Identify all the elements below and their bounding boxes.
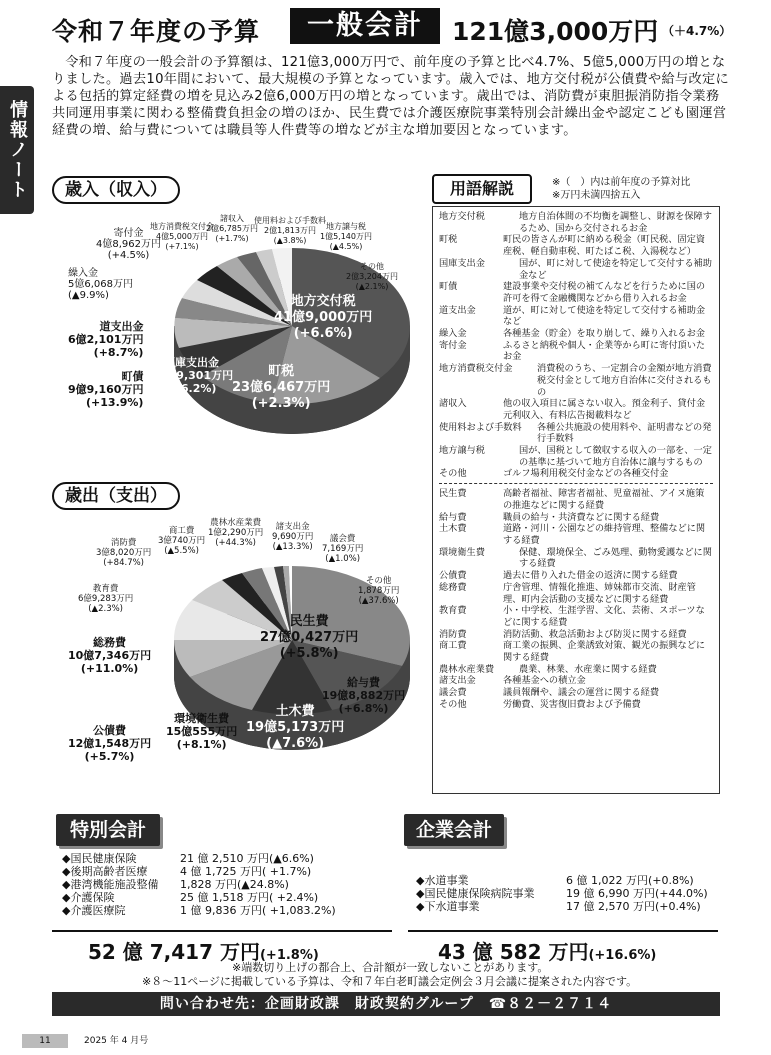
account-name: ◆介護医療院 [62, 904, 126, 917]
glossary-term-desc: 労働費、災害復旧費および予備費 [503, 698, 641, 710]
label-chouzei: 町税 23億6,467万円 (+2.3%) [232, 364, 331, 411]
glossary-term-desc: 過去に借り入れた借金の返済に関する経費 [503, 570, 678, 582]
glossary-term-desc: 議員報酬や、議会の運営に関する経費 [503, 687, 660, 699]
account-row [416, 887, 766, 900]
page-number: 11 [22, 1034, 68, 1048]
glossary-term-name: 消防費 [439, 628, 467, 640]
total-amount: 121億3,000万円 [452, 17, 659, 46]
glossary-term-desc: 国が、国税として徴収する収入の一部を、一定の基準に基づいて地方自治体に譲与するもの [519, 445, 712, 468]
glossary-term [439, 570, 713, 582]
label-kifukin: 寄付金 4億8,962万円 (+4.5%) [96, 228, 161, 261]
glossary-term [439, 605, 713, 628]
intro-paragraph: 令和７年度の一般会計の予算額は、121億3,000万円で、前年度の予算と比べ4.7%、5億5,000万円の増となりました。過去10年間において、最大規模の予算となっています。歳入では、地方交付税が公債費や給与改定による包括的算定経費の増を見込み2億6,000万円の増となっています。歳出では、消防費が東胆振消防指令業務共同運用事業に関わる整備費負担金の増のほか、民生費では介護医療院事業特別会計繰出金や認定こども園運営経費の増、給与費については職員等人件費等の増などが主な増加要因となっています。 [52, 55, 729, 138]
label-kurireki: 繰入金 5億6,068万円 (▲9.9%) [68, 268, 133, 301]
glossary-term [439, 305, 713, 328]
glossary-term-desc: 消防活動、救急活動および防災に関する経費 [503, 628, 687, 640]
label-soumuhi: 総務費 10億7,346万円 (+11.0%) [68, 636, 152, 675]
account-name: ◆後期高齢者医療 [62, 865, 148, 878]
glossary-term-name: 議会費 [439, 687, 467, 699]
label-kousaihi: 公債費 12億1,548万円 (+5.7%) [68, 724, 152, 763]
account-amount: 17 億 2,570 万円(+0.4%) [566, 900, 701, 913]
label-shoukouhi: 商工費 3億740万円 (▲5.5%) [158, 526, 206, 556]
label-sonota-revenue: その他 2億3,204万円 (▲2.1%) [346, 262, 398, 291]
glossary-term [439, 211, 713, 234]
glossary-term [439, 699, 713, 711]
glossary-term [439, 547, 713, 570]
account-name: ◆介護保険 [62, 891, 115, 904]
glossary-term [439, 512, 713, 524]
glossary-term-desc: 小・中学校、生涯学習、文化、芸術、スポーツなどに関する経費 [503, 605, 705, 628]
glossary-term-name: 公債費 [439, 570, 467, 582]
glossary-term-name: 寄付金 [439, 339, 467, 351]
glossary-term-name: その他 [439, 698, 467, 710]
glossary-term [439, 468, 713, 480]
label-shouboushi: 消防費 3億8,020万円 (+84.7%) [96, 538, 152, 568]
page-title: 令和７年度の予算 [52, 17, 261, 46]
glossary-term-name: 農林水産業費 [439, 663, 495, 675]
enterprise-account-heading: 企業会計 [404, 814, 504, 846]
glossary-term [439, 281, 713, 304]
glossary-term-desc: 保健、環境保全、ごみ処理、動物愛護などに関する経費 [519, 546, 712, 570]
glossary-box [432, 206, 720, 794]
glossary-term [439, 445, 713, 468]
label-shoshishutsu: 諸支出金 9,690万円 (▲13.3%) [272, 522, 314, 552]
glossary-term-name: 諸収入 [439, 398, 467, 410]
account-row [416, 874, 766, 887]
enterprise-account-list [416, 874, 766, 913]
glossary-term-name: 地方交付税 [439, 211, 485, 222]
label-machisai: 町債 9億9,160万円 (+13.9%) [68, 370, 144, 409]
label-gikaihi: 議会費 7,169万円 (▲1.0%) [322, 534, 364, 564]
glossary-term-name: 使用料および手数料 [439, 421, 522, 433]
glossary-term-name: 町税 [439, 234, 458, 246]
glossary-term-name: 町債 [439, 281, 458, 293]
glossary-term-desc: 各種公共施設の使用料や、証明書などの発行手数料 [537, 421, 712, 445]
glossary-term [439, 629, 713, 641]
glossary-term-name: その他 [439, 468, 467, 480]
glossary-term-name: 環境衛生費 [439, 546, 485, 558]
account-amount: 6 億 1,022 万円(+0.8%) [566, 874, 694, 887]
glossary-term-desc: 他の収入項目に属さない収入。預金利子、貸付金元利収入、有料広告掲載料など [503, 398, 706, 421]
account-amount: 1,828 万円(▲24.8%) [180, 878, 289, 891]
contact-bar: 問い合わせ先：企画財政課 財政契約グループ ☎８２－２７１４ [52, 992, 720, 1016]
glossary-term-name: 土木費 [439, 523, 467, 535]
glossary-term [439, 422, 713, 445]
glossary-notes: ※（ ）内は前年度の予算対比 ※万円未満四捨五入 [552, 177, 691, 201]
glossary-term-desc: 各種基金（貯金）を取り崩して、繰り入れるお金 [503, 328, 705, 340]
total-change: （＋4.7%） [662, 24, 732, 38]
glossary-term-name: 教育費 [439, 605, 467, 617]
label-shoshuunyuu: 諸収入 2億6,785万円 (+1.7%) [206, 214, 258, 243]
issue-date: 2025 年 4 月号 [84, 1036, 149, 1046]
glossary-term-name: 国庫支出金 [439, 257, 485, 269]
special-account-list [62, 852, 380, 917]
label-kokko: 国庫支出金 15億9,301万円 (+6.2%) [150, 356, 234, 395]
account-name: ◆水道事業 [416, 874, 469, 887]
glossary-term [439, 234, 713, 257]
account-name: ◆国民健康保険病院事業 [416, 887, 535, 900]
account-type-badge: 一般会計 [290, 8, 440, 44]
glossary-term-desc: 職員の給与・共済費などに関する経費 [503, 511, 660, 523]
special-account-total: 52 億 7,417 万円(+1.8%) [88, 940, 319, 964]
glossary-term-desc: 道が、町に対して使途を特定して交付する補助金など [503, 304, 706, 328]
label-minseihi: 民生費 27億0,427万円 (+5.8%) [260, 614, 359, 661]
label-jouyozei: 地方譲与税 1億5,140万円 (▲4.5%) [320, 222, 372, 251]
account-amount: 25 億 1,518 万円( +2.4%) [180, 891, 319, 904]
label-chihou-koufuzei: 地方交付税 41億9,000万円 (+6.6%) [274, 294, 373, 341]
label-shiyouryou: 使用料および手数料 2億1,813万円 (▲3.8%) [254, 216, 326, 245]
glossary-term-name: 地方消費税交付金 [439, 363, 513, 375]
label-shouhizei: 地方消費税交付金 4億5,000万円 (+7.1%) [150, 222, 214, 251]
enterprise-account-total: 43 億 582 万円(+16.6%) [438, 940, 657, 964]
label-nourinhi: 農林水産業費 1億2,290万円 (+44.3%) [208, 518, 264, 548]
note-rounding: ※端数切り上げの都合上、合計額が一致しないことがあります。 [232, 961, 549, 974]
glossary-term-desc: 商工業の振興、企業誘致対策、観光の振興などに関する経費 [503, 640, 706, 664]
account-amount: 19 億 6,990 万円(+44.0%) [566, 887, 708, 900]
account-amount: 21 億 2,510 万円(▲6.6%) [180, 852, 314, 865]
note-source: ※８～11ページに掲載している予算は、令和７年白老町議会定例会３月会議に提案された内容です。 [142, 975, 638, 988]
glossary-term-name: 道支出金 [439, 304, 476, 316]
account-row [62, 904, 380, 917]
glossary-term [439, 640, 713, 663]
glossary-term [439, 363, 713, 398]
glossary-term-desc: ゴルフ場利用税交付金などの各種交付金 [503, 468, 669, 480]
glossary-term-desc: 消費税のうち、一定割合の金額が地方消費税交付金として地方自治体に交付されるもの [537, 363, 712, 398]
glossary-term-name: 商工費 [439, 640, 467, 652]
glossary-term-desc: ふるさと納税や個人・企業等から町に寄付頂いたお金 [503, 339, 706, 363]
account-name: ◆国民健康保険 [62, 852, 137, 865]
side-tab: 情報ノート [0, 86, 34, 214]
account-amount: 4 億 1,725 万円( +1.7%) [180, 865, 312, 878]
account-row [62, 891, 380, 904]
account-row [62, 865, 380, 878]
label-kyuuyohi: 給与費 19億8,882万円 (+6.8%) [322, 676, 406, 715]
glossary-term-desc: 建設事業や交付税の補てんなどを行うために国の許可を得て金融機関などから借り入れるお金 [503, 281, 706, 304]
glossary-term [439, 328, 713, 340]
account-name: ◆下水道事業 [416, 900, 480, 913]
glossary-term-desc: 国が、町に対して使途を特定して交付する補助金など [519, 257, 712, 281]
glossary-term-name: 給与費 [439, 511, 467, 523]
account-amount: 1 億 9,836 万円( +1,083.2%) [180, 904, 336, 917]
glossary-term [439, 664, 713, 676]
glossary-term-desc: 町民の皆さんが町に納める税金（町民税、固定資産税、軽自動車税、町たばこ税、入湯税など） [503, 234, 706, 258]
account-row [416, 900, 766, 913]
glossary-term-name: 繰入金 [439, 328, 467, 340]
glossary-term [439, 687, 713, 699]
glossary-term [439, 340, 713, 363]
glossary-term-desc: 高齢者福祉、障害者福祉、児童福祉、アイヌ施策の推進などに関する経費 [503, 488, 705, 511]
glossary-term-name: 総務費 [439, 581, 467, 593]
account-row [62, 878, 380, 891]
glossary-term-name: 民生費 [439, 488, 467, 500]
expenditure-heading: 歳出（支出） [52, 482, 180, 510]
label-doushishutsu: 道支出金 6億2,101万円 (+8.7%) [68, 320, 144, 359]
label-dobokuhi: 土木費 19億5,173万円 (▲7.6%) [246, 704, 345, 751]
glossary-term [439, 488, 713, 511]
glossary-term [439, 398, 713, 421]
glossary-term [439, 675, 713, 687]
special-divider [52, 930, 392, 932]
account-name: ◆港湾機能施設整備 [62, 878, 159, 891]
glossary-term-desc: 農業、林業、水産業に関する経費 [519, 663, 657, 675]
glossary-term [439, 582, 713, 605]
label-kyouikuhi: 教育費 6億9,283万円 (▲2.3%) [78, 584, 134, 614]
glossary-term-desc: 各種基金への積立金 [503, 675, 586, 687]
label-sonota-exp: その他 1,878万円 (▲37.6%) [358, 576, 400, 606]
glossary-title: 用語解説 [432, 174, 532, 204]
glossary-term-desc: 庁舎管理、情報化推進、姉妹都市交流、財産管理、町内会活動の支援などに関する経費 [503, 581, 696, 605]
glossary-term-name: 諸支出金 [439, 675, 476, 687]
glossary-term [439, 258, 713, 281]
glossary-term-desc: 道路・河川・公園などの維持管理、整備などに関する経費 [503, 523, 706, 546]
special-account-heading: 特別会計 [56, 814, 160, 846]
glossary-term-desc: 地方自治体間の不均衡を調整し、財源を保障するため、国から交付されるお金 [519, 211, 712, 234]
enterprise-divider [408, 930, 718, 932]
label-kankyouhi: 環境衛生費 15億555万円 (+8.1%) [166, 712, 238, 751]
glossary-term-name: 地方譲与税 [439, 445, 485, 457]
glossary-term [439, 523, 713, 546]
revenue-heading: 歳入（収入） [52, 176, 180, 204]
account-row [62, 852, 380, 865]
